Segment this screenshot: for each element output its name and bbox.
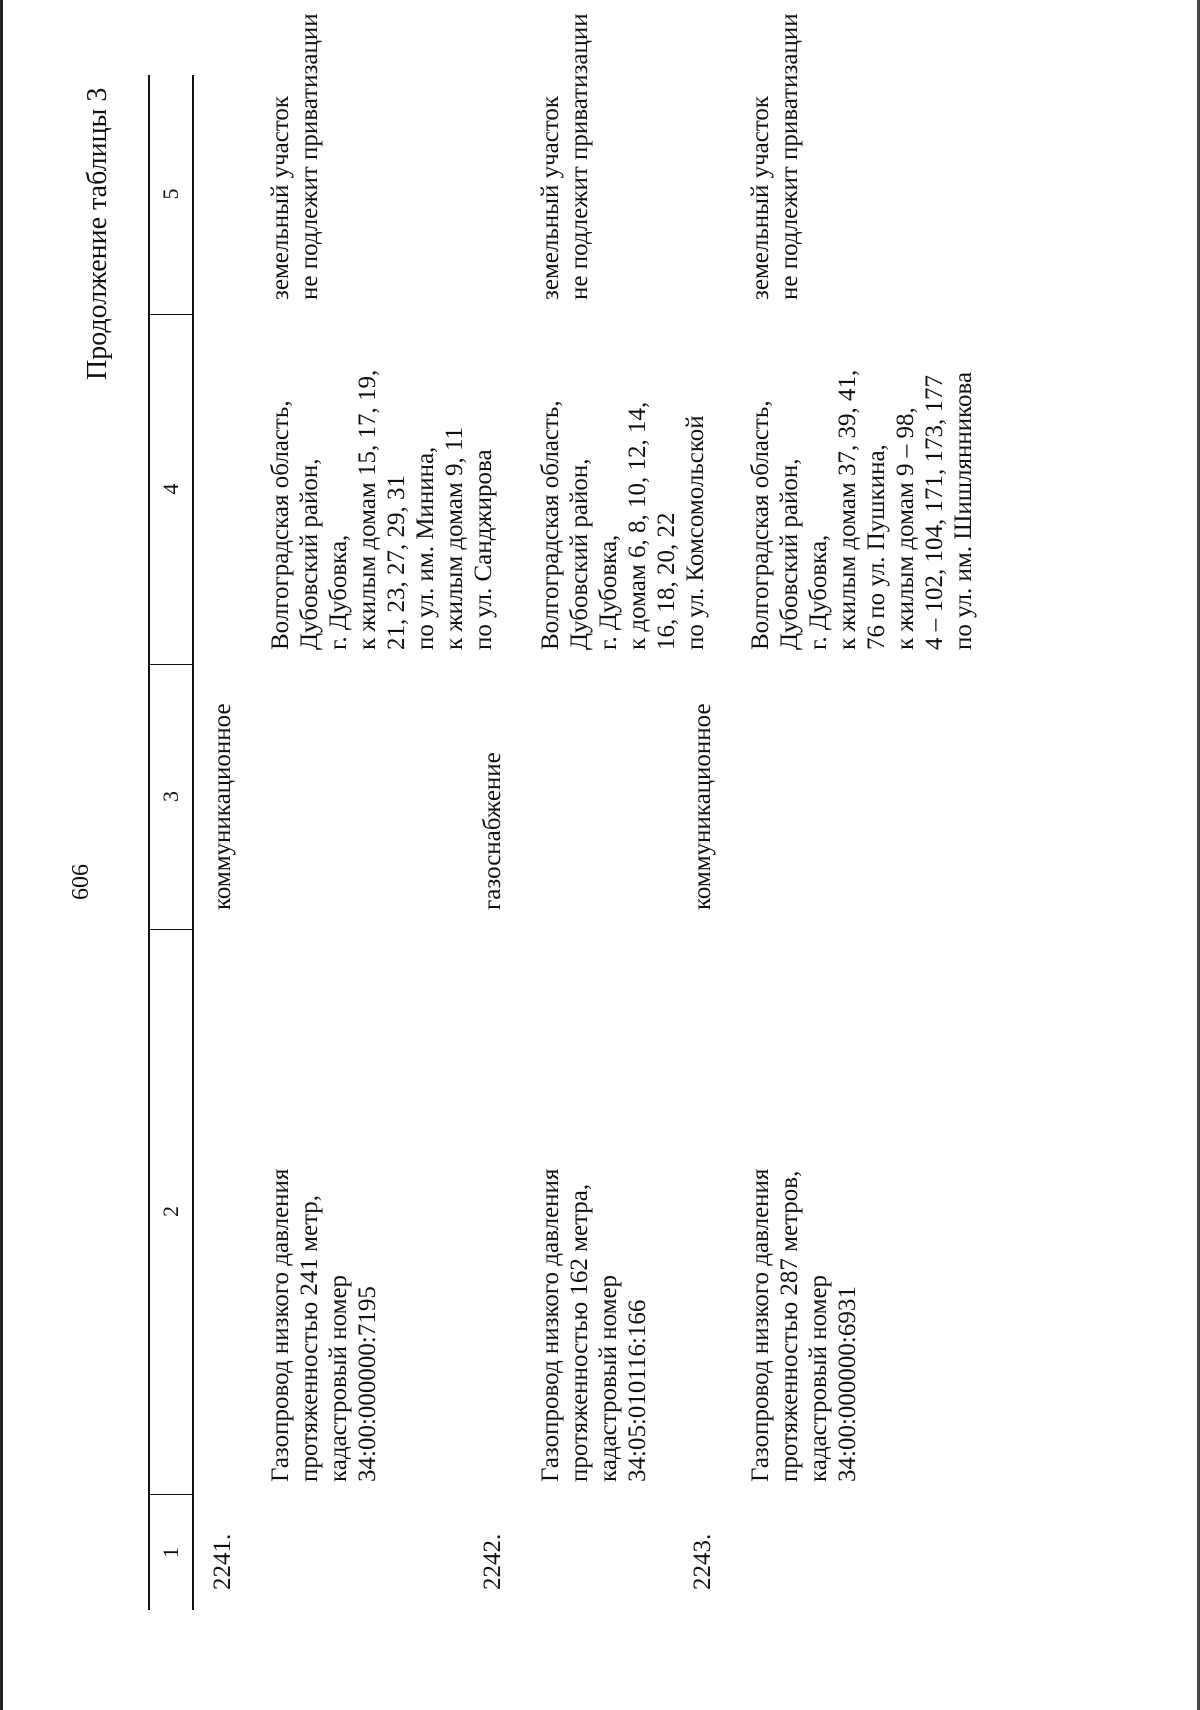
object-note: земельный участок не подлежит приватизации [267, 13, 323, 300]
object-purpose: коммуникационное [689, 703, 716, 910]
object-note: земельный участок не подлежит приватизации [747, 13, 803, 300]
row-number: 2241. [209, 1533, 236, 1590]
row-number: 2243. [689, 1533, 716, 1590]
object-purpose: коммуникационное [209, 703, 236, 910]
object-address: Волгоградская область, Дубовский район, г. Дубовка, к домам 6, 8, 10, 12, 14, 16, 18, 20, 22 по ул. Комсомольской [537, 400, 709, 650]
object-address: Волгоградская область, Дубовский район, г. Дубовка, к жилым домам 37, 39, 41, 76 по ул. Пушкина, к жилым домам 9 – 98, 4 – 102, 104, 171, 173, 177 по ул. им. Шишлянникова [747, 369, 977, 650]
table-header-row [148, 75, 194, 1610]
object-address: Волгоградская область, Дубовский район, г. Дубовка, к жилым домам 15, 17, 19, 21, 23, 27, 29, 31 по ул. им. Минина, к жилым домам 9, 11 по ул. Санджирова [267, 369, 497, 650]
header-col-1: 1 [158, 1547, 183, 1558]
header-col-5: 5 [150, 74, 192, 315]
object-note: земельный участок не подлежит приватизации [537, 13, 593, 300]
header-col-3: 3 [150, 664, 192, 930]
table-continuation-label: Продолжение таблицы 3 [82, 87, 113, 380]
header-col-2: 2 [150, 929, 192, 1495]
page-number: 606 [68, 864, 94, 900]
object-name: Газопровод низкого давления протяженностью 287 метров, кадастровый номер 34:00:000000:6931 [747, 1168, 861, 1482]
object-name: Газопровод низкого давления протяженностью 162 метра, кадастровый номер 34:05:010116:166 [537, 1168, 651, 1482]
row-number: 2242. [479, 1533, 506, 1590]
header-col-4: 4 [150, 314, 192, 665]
property-table [148, 13, 977, 1610]
object-name: Газопровод низкого давления протяженностью 241 метр, кадастровый номер 34:00:000000:7195 [267, 1168, 381, 1482]
object-purpose: газоснабжение [479, 752, 506, 910]
